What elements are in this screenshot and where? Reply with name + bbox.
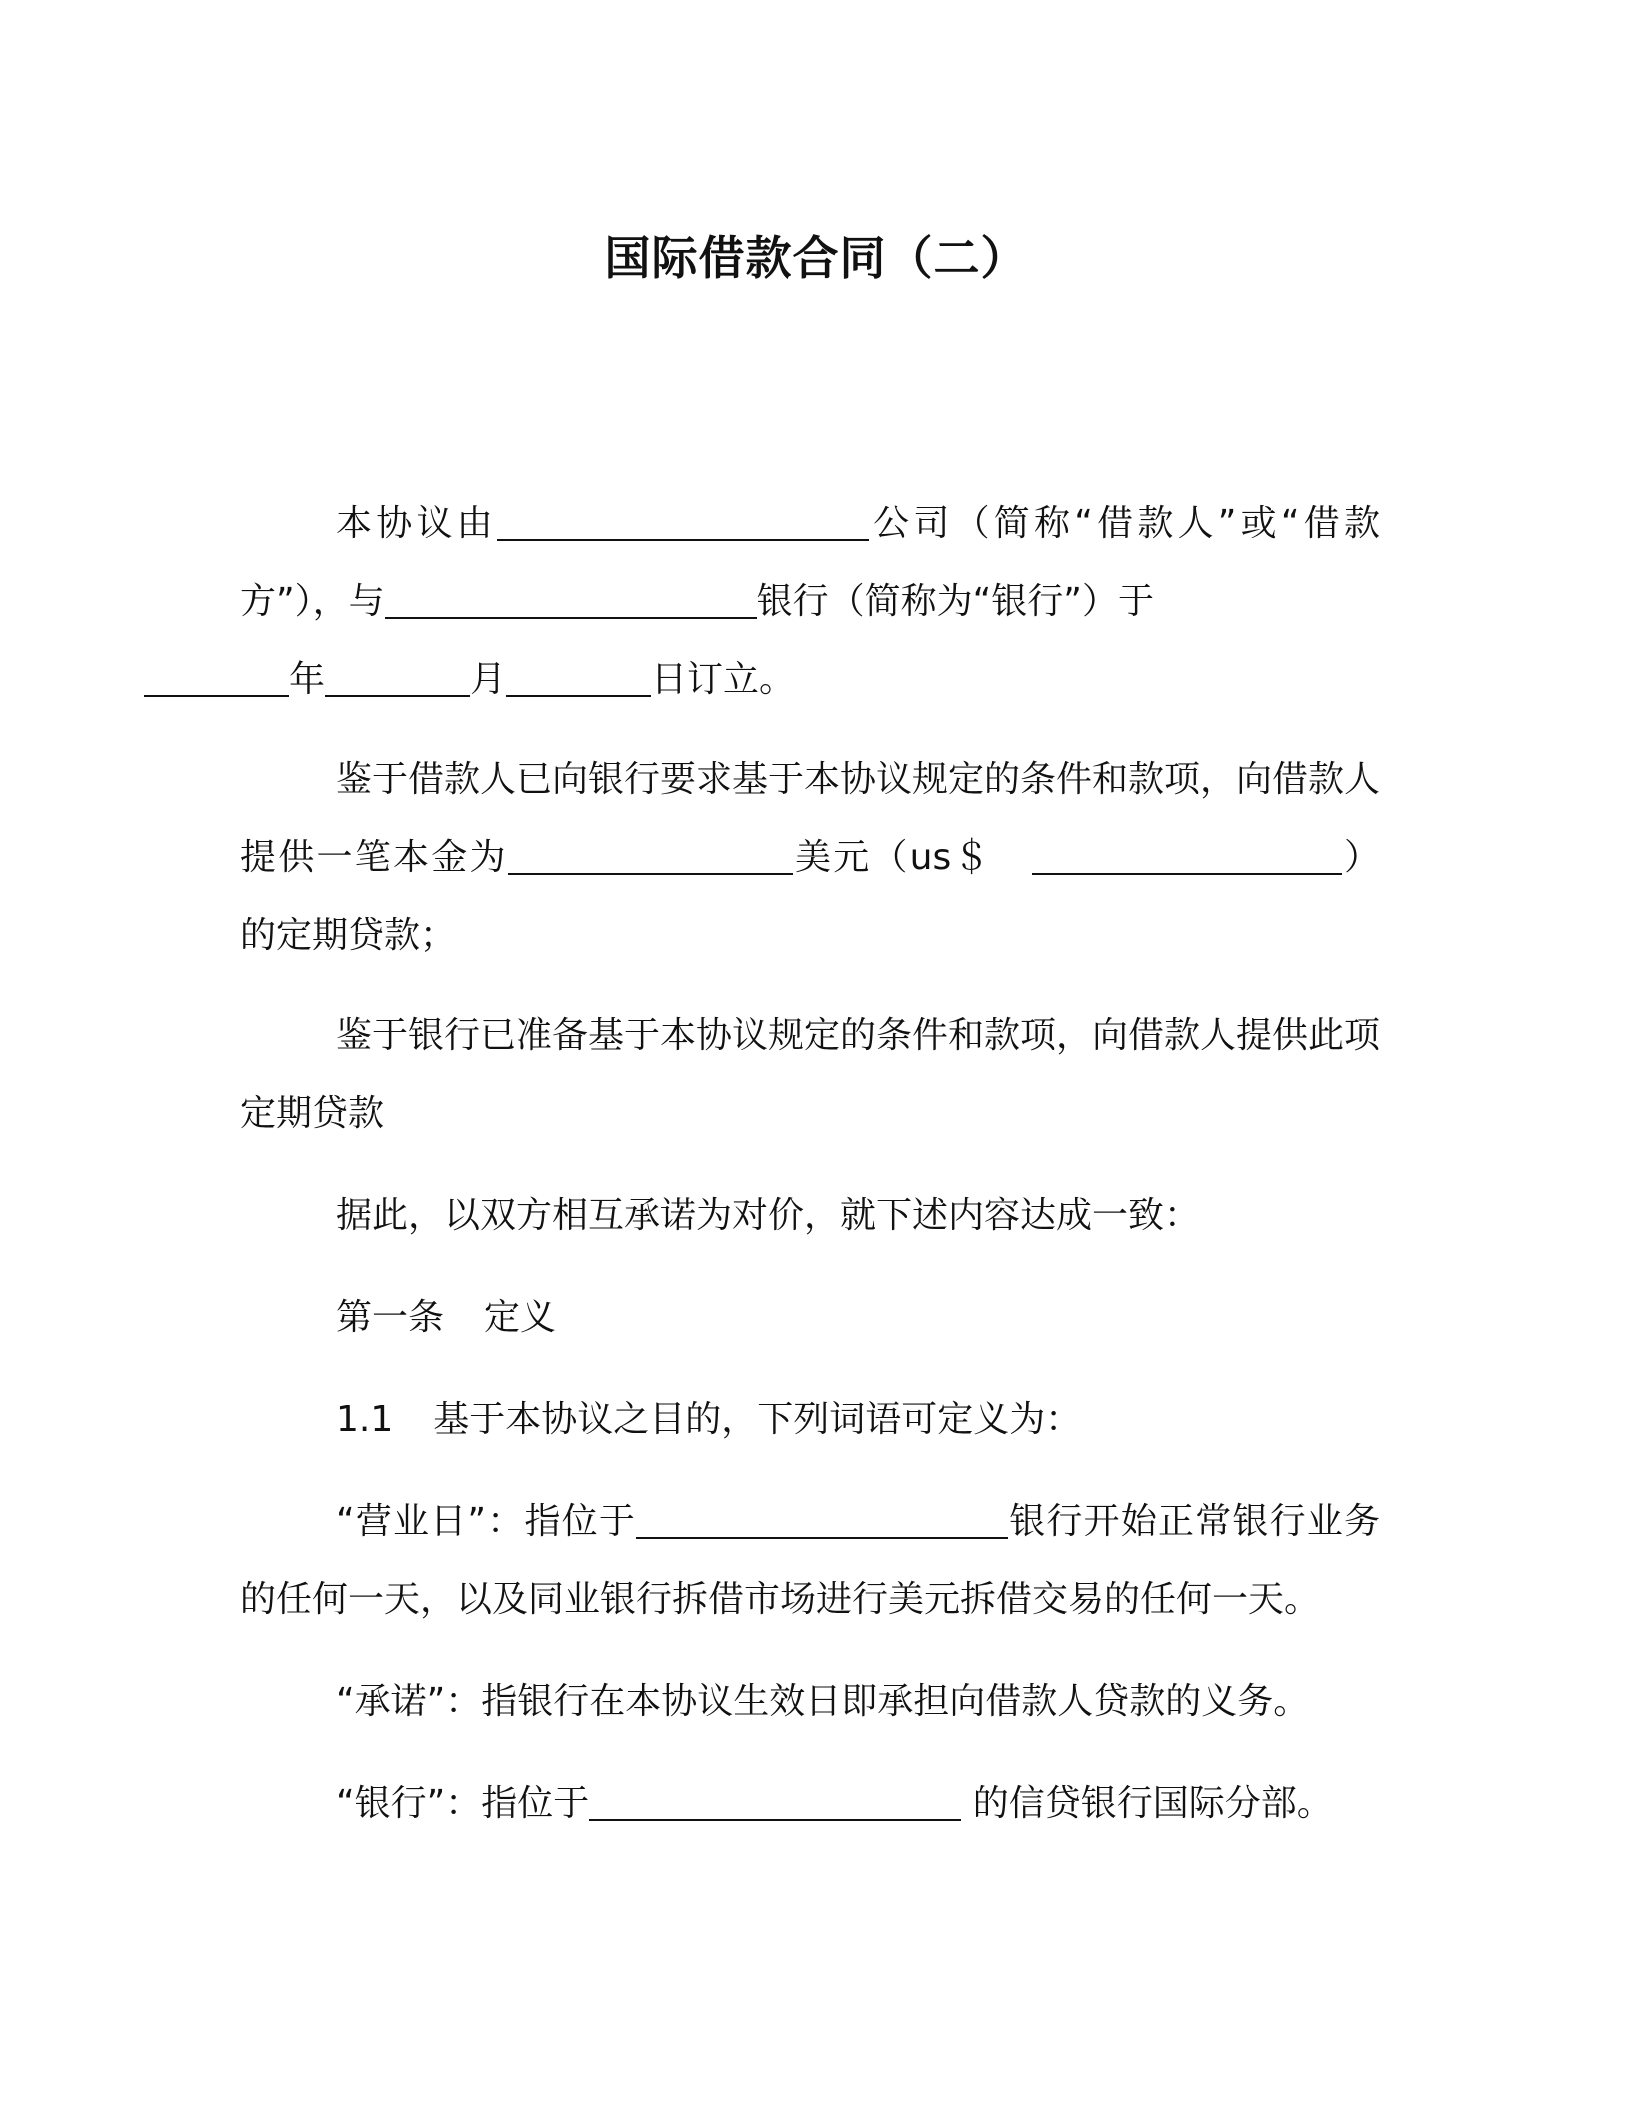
paragraph-parties (240, 485, 1380, 719)
clause-number: 1.1 (336, 1399, 394, 1440)
text-segment: 银行（简称为“银行”）于 (756, 581, 1154, 622)
blank-field-year[interactable] (144, 655, 289, 697)
text-segment: 美元（us＄ (792, 837, 992, 878)
blank-field-day[interactable] (506, 655, 651, 697)
blank-field-bank-location[interactable] (589, 1779, 961, 1821)
blank-field-bank[interactable] (385, 577, 757, 619)
text-segment: “营业日”：指位于 (336, 1501, 637, 1542)
document-title: 国际借款合同（二） (604, 231, 1028, 285)
article-number: 第一条 (336, 1297, 445, 1338)
text-segment: 公司（简称“借款人”或“借款方”），与 (240, 503, 1380, 622)
blank-field-usd-amount[interactable] (1032, 833, 1342, 875)
text-segment: 鉴于借款人已向银行要求基于本协议规定的条件和款项，向借款人提供一笔本金为 (240, 759, 1381, 878)
text-segment: 本协议由 (336, 503, 497, 544)
paragraph-agreement: 据此，以双方相互承诺为对价，就下述内容达成一致： (336, 1195, 1201, 1236)
blank-field-location[interactable] (636, 1497, 1008, 1539)
text-segment: 银行开始正常银行业务的任何一天，以及同业银行拆借市场进行美元拆借交易的任何一天。 (240, 1501, 1380, 1620)
document-body (240, 485, 1380, 1843)
article-heading (240, 1279, 1380, 1357)
text-segment: 月 (470, 659, 507, 700)
definition-bank (240, 1765, 1380, 1843)
paragraph-whereas-borrower (240, 741, 1380, 975)
text-segment: 的信贷银行国际分部。 (961, 1783, 1333, 1824)
text-segment: “银行”：指位于 (336, 1783, 590, 1824)
blank-field-principal[interactable] (508, 833, 793, 875)
definition-business-day (240, 1483, 1380, 1639)
paragraph-whereas-bank: 鉴于银行已准备基于本协议规定的条件和款项，向借款人提供此项定期贷款 (240, 1015, 1381, 1134)
text-segment: 年 (289, 659, 326, 700)
clause-1-1 (240, 1381, 1380, 1459)
blank-field-company[interactable] (497, 499, 869, 541)
blank-field-month[interactable] (325, 655, 470, 697)
article-title: 定义 (484, 1297, 557, 1338)
text-segment: 日订立。 (651, 659, 796, 700)
definition-commitment: “承诺”：指银行在本协议生效日即承担向借款人贷款的义务。 (336, 1681, 1310, 1722)
clause-text: 基于本协议之目的，下列词语可定义为： (433, 1399, 1082, 1440)
text-segment: ）的定期贷款； (240, 837, 1380, 956)
